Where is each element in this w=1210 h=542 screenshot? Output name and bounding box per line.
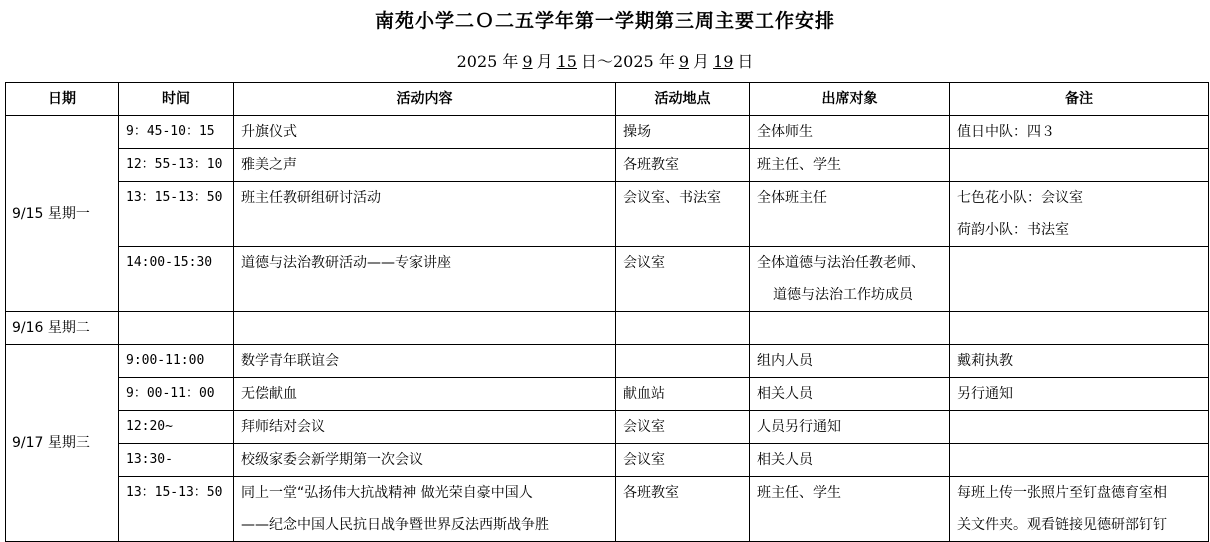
month-char: 月	[536, 52, 553, 71]
time-cell: 13：15-13：50	[119, 182, 234, 247]
table-row	[6, 149, 1209, 182]
attendees-cell	[750, 149, 950, 182]
content-line: 数学青年联谊会	[241, 353, 339, 369]
notes-cell	[950, 345, 1209, 378]
table-row	[6, 312, 1209, 345]
content-cell	[234, 477, 616, 542]
col-header-place: 活动地点	[616, 83, 750, 116]
content-line: 无偿献血	[241, 386, 297, 402]
attendees-cell	[750, 477, 950, 542]
attendees-line: 全体班主任	[757, 190, 827, 206]
table-row	[6, 247, 1209, 312]
end-month: 9	[678, 52, 690, 71]
schedule-body	[6, 116, 1209, 542]
place-line: 操场	[623, 124, 651, 140]
col-header-notes: 备注	[950, 83, 1209, 116]
place-cell	[616, 247, 750, 312]
date-cell: 9/17 星期三	[6, 345, 119, 542]
attendees-cell	[750, 444, 950, 477]
col-header-time: 时间	[119, 83, 234, 116]
notes-cell	[950, 247, 1209, 312]
content-line: 升旗仪式	[241, 124, 297, 140]
schedule-table	[5, 82, 1209, 542]
time-cell: 12:20~	[119, 411, 234, 444]
time-cell: 13：15-13：50	[119, 477, 234, 542]
notes-line: 荷韵小队：书法室	[957, 222, 1069, 238]
attendees-line: 人员另行通知	[757, 419, 841, 435]
table-row	[6, 378, 1209, 411]
start-day: 15	[556, 52, 577, 71]
time-cell: 9：00-11：00	[119, 378, 234, 411]
place-cell	[616, 411, 750, 444]
content-line: 道德与法治教研活动——专家讲座	[241, 255, 451, 271]
notes-line: 戴莉执教	[957, 353, 1013, 369]
place-cell	[616, 378, 750, 411]
place-cell	[616, 345, 750, 378]
header-row	[6, 83, 1209, 116]
notes-cell	[950, 411, 1209, 444]
place-line: 各班教室	[623, 157, 679, 173]
attendees-line: 班主任、学生	[757, 157, 841, 173]
col-header-content: 活动内容	[234, 83, 616, 116]
range-separator: ～	[596, 52, 613, 71]
place-cell	[616, 149, 750, 182]
attendees-line: 班主任、学生	[757, 485, 841, 501]
content-cell	[234, 182, 616, 247]
date-range	[0, 49, 1210, 72]
table-row	[6, 477, 1209, 542]
time-cell: 9：45-10：15	[119, 116, 234, 149]
attendees-line: 相关人员	[757, 386, 813, 402]
place-line: 献血站	[623, 386, 665, 402]
attendees-cell	[750, 345, 950, 378]
time-cell: 9:00-11:00	[119, 345, 234, 378]
attendees-line: 道德与法治工作坊成员	[773, 287, 913, 303]
notes-cell	[950, 477, 1209, 542]
content-line: 班主任教研组研讨活动	[241, 190, 381, 206]
place-cell	[616, 116, 750, 149]
notes-cell	[950, 444, 1209, 477]
place-cell	[616, 477, 750, 542]
attendees-line: 全体师生	[757, 124, 813, 140]
end-year: 2025	[613, 52, 654, 71]
content-cell	[234, 312, 616, 345]
start-year: 2025	[456, 52, 498, 71]
place-line: 会议室	[623, 452, 665, 468]
notes-line: 值日中队：四３	[957, 124, 1055, 140]
attendees-cell	[750, 312, 950, 345]
attendees-line: 相关人员	[757, 452, 813, 468]
start-month: 9	[522, 52, 533, 71]
content-line: 同上一堂“弘扬伟大抗战精神 做光荣自豪中国人	[241, 485, 533, 501]
content-cell	[234, 116, 616, 149]
table-row	[6, 182, 1209, 247]
day-char-2: 日	[737, 52, 754, 71]
notes-cell	[950, 312, 1209, 345]
content-cell	[234, 149, 616, 182]
attendees-cell	[750, 182, 950, 247]
time-cell: 13:30-	[119, 444, 234, 477]
content-line: 拜师结对会议	[241, 419, 325, 435]
place-line: 会议室	[623, 419, 665, 435]
content-line: ——纪念中国人民抗日战争暨世界反法西斯战争胜	[241, 517, 549, 533]
notes-line: 另行通知	[957, 386, 1013, 402]
page-title: 南苑小学二Ｏ二五学年第一学期第三周主要工作安排	[374, 10, 835, 32]
notes-line: 七色花小队：会议室	[957, 190, 1083, 206]
table-row	[6, 444, 1209, 477]
content-cell	[234, 247, 616, 312]
attendees-line: 组内人员	[757, 353, 813, 369]
content-cell	[234, 345, 616, 378]
place-cell	[616, 182, 750, 247]
col-header-date: 日期	[6, 83, 119, 116]
notes-cell	[950, 378, 1209, 411]
table-row	[6, 345, 1209, 378]
attendees-line: 全体道德与法治任教老师、	[757, 255, 925, 271]
table-row	[6, 116, 1209, 149]
place-line: 会议室、书法室	[623, 190, 721, 206]
content-cell	[234, 411, 616, 444]
notes-line: 关文件夹。观看链接见德研部钉钉	[957, 517, 1167, 533]
notes-line: 每班上传一张照片至钉盘德育室相	[957, 485, 1167, 501]
day-char: 日	[580, 52, 597, 71]
notes-cell	[950, 149, 1209, 182]
content-line: 校级家委会新学期第一次会议	[241, 452, 423, 468]
time-cell: 12：55-13：10	[119, 149, 234, 182]
date-cell: 9/16 星期二	[6, 312, 119, 345]
time-cell	[119, 312, 234, 345]
month-char-2: 月	[693, 52, 710, 71]
attendees-cell	[750, 116, 950, 149]
date-cell: 9/15 星期一	[6, 116, 119, 312]
content-cell	[234, 378, 616, 411]
content-line: 雅美之声	[241, 157, 297, 173]
attendees-cell	[750, 378, 950, 411]
table-row	[6, 411, 1209, 444]
place-cell	[616, 444, 750, 477]
end-day: 19	[713, 52, 734, 71]
year-char-2: 年	[658, 52, 675, 71]
col-header-attendees: 出席对象	[750, 83, 950, 116]
attendees-cell	[750, 411, 950, 444]
place-line: 各班教室	[623, 485, 679, 501]
place-cell	[616, 312, 750, 345]
year-char: 年	[502, 52, 519, 71]
attendees-cell	[750, 247, 950, 312]
content-cell	[234, 444, 616, 477]
notes-cell	[950, 182, 1209, 247]
notes-cell	[950, 116, 1209, 149]
place-line: 会议室	[623, 255, 665, 271]
time-cell: 14:00-15:30	[119, 247, 234, 312]
